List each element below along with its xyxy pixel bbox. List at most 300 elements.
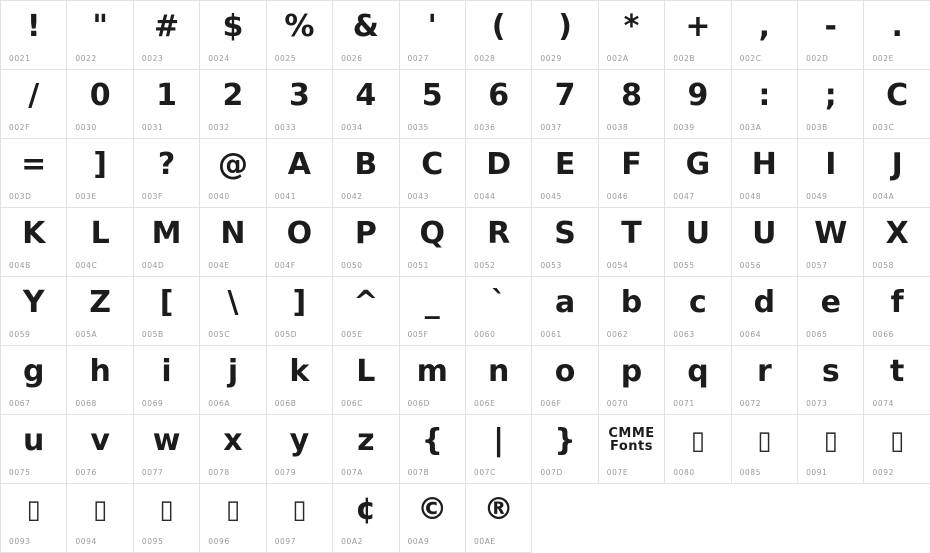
glyph-sample: a <box>554 285 576 320</box>
glyph-cell[interactable] <box>267 484 333 553</box>
glyph-sample: ] <box>292 285 307 320</box>
glyph-cell[interactable] <box>466 208 532 277</box>
glyph-cell[interactable] <box>400 346 466 415</box>
glyph-sample: U <box>752 216 777 251</box>
glyph-unicode-code: 0062 <box>606 330 629 339</box>
glyph-sample: z <box>357 423 375 458</box>
glyph-cell[interactable] <box>67 208 133 277</box>
glyph-sample: U <box>685 216 711 251</box>
glyph-unicode-code: 0078 <box>208 468 230 477</box>
glyph-unicode-code: 0064 <box>739 330 762 339</box>
glyph-sample: N <box>220 216 246 251</box>
glyph-cell[interactable] <box>599 277 665 346</box>
glyph-cell[interactable] <box>466 346 532 415</box>
glyph-cell[interactable] <box>1 346 67 415</box>
glyph-sample: : <box>758 78 771 113</box>
glyph-unicode-code: 004C <box>75 261 98 270</box>
glyph-sample: Y <box>22 285 45 320</box>
glyph-cell[interactable] <box>67 1 133 70</box>
glyph-sample: r <box>756 354 772 389</box>
glyph-sample: ▯ <box>757 426 772 456</box>
glyph-unicode-code: 0025 <box>274 54 297 63</box>
glyph-sample: W <box>814 216 848 251</box>
glyph-cell[interactable] <box>532 1 598 70</box>
glyph-sample: $ <box>222 9 244 44</box>
glyph-cell[interactable] <box>1 208 67 277</box>
glyph-cell[interactable] <box>864 139 930 208</box>
glyph-unicode-code: 0059 <box>9 330 31 339</box>
glyph-cell[interactable] <box>200 415 266 484</box>
glyph-sample: D <box>486 147 512 182</box>
glyph-unicode-code: 0036 <box>473 123 496 132</box>
glyph-cell[interactable] <box>267 208 333 277</box>
glyph-sample: M <box>151 216 182 251</box>
glyph-cell-empty <box>665 484 731 553</box>
glyph-sample: F <box>621 147 642 182</box>
glyph-cell[interactable] <box>333 70 399 139</box>
glyph-cell[interactable] <box>200 346 266 415</box>
glyph-sample: g <box>22 354 45 389</box>
glyph-sample: 5 <box>421 78 443 113</box>
glyph-sample: , <box>758 9 771 44</box>
glyph-sample: + <box>685 9 711 44</box>
glyph-cell[interactable] <box>134 277 200 346</box>
glyph-unicode-code: 005B <box>141 330 164 339</box>
glyph-unicode-code: 0093 <box>9 537 31 546</box>
glyph-cell[interactable] <box>400 139 466 208</box>
glyph-sample: L <box>356 354 376 389</box>
glyph-cell[interactable] <box>267 1 333 70</box>
glyph-sample: ▯ <box>890 426 905 456</box>
glyph-sample: . <box>891 9 903 44</box>
glyph-unicode-code: 003C <box>872 123 895 132</box>
glyph-cell[interactable] <box>798 1 864 70</box>
glyph-sample: S <box>554 216 576 251</box>
glyph-unicode-code: 007E <box>606 468 629 477</box>
glyph-sample: & <box>352 9 379 44</box>
glyph-sample: i <box>161 354 172 389</box>
glyph-cell[interactable] <box>665 1 731 70</box>
glyph-cell[interactable] <box>732 346 798 415</box>
glyph-unicode-code: 006C <box>341 399 364 408</box>
glyph-sample: u <box>23 423 45 458</box>
glyph-cell[interactable] <box>134 1 200 70</box>
glyph-unicode-code: 006F <box>540 399 562 408</box>
glyph-unicode-code: 00AE <box>473 537 496 546</box>
glyph-unicode-code: 0037 <box>540 123 562 132</box>
glyph-sample: h <box>89 354 111 389</box>
glyph-unicode-code: 0029 <box>540 54 562 63</box>
glyph-sample: ^ <box>353 285 379 320</box>
glyph-unicode-code: 0044 <box>473 192 496 201</box>
glyph-sample: o <box>554 354 576 389</box>
glyph-cell[interactable] <box>599 1 665 70</box>
glyph-cell[interactable] <box>1 415 67 484</box>
glyph-sample: s <box>821 354 840 389</box>
glyph-unicode-code: 002F <box>9 123 31 132</box>
glyph-unicode-code: 005A <box>75 330 98 339</box>
glyph-unicode-code: 007B <box>407 468 430 477</box>
glyph-sample: % <box>284 9 315 44</box>
glyph-sample: t <box>890 354 905 389</box>
glyph-sample: G <box>685 147 711 182</box>
glyph-cell[interactable] <box>665 208 731 277</box>
glyph-cell[interactable] <box>134 208 200 277</box>
glyph-sample: ▯ <box>159 495 174 525</box>
glyph-cell[interactable] <box>532 139 598 208</box>
glyph-sample: j <box>227 354 239 389</box>
glyph-sample: 0 <box>89 78 111 113</box>
glyph-unicode-code: 0033 <box>274 123 297 132</box>
glyph-sample: C <box>421 147 444 182</box>
glyph-cell[interactable] <box>466 415 532 484</box>
glyph-sample: X <box>885 216 909 251</box>
glyph-sample: v <box>90 423 110 458</box>
glyph-unicode-code: 0080 <box>673 468 695 477</box>
glyph-cell[interactable] <box>400 484 466 553</box>
glyph-unicode-code: 003D <box>9 192 32 201</box>
glyph-sample: ! <box>26 9 41 44</box>
glyph-cell[interactable] <box>400 1 466 70</box>
glyph-unicode-code: 0031 <box>141 123 164 132</box>
glyph-sample: T <box>621 216 642 251</box>
glyph-sample: 4 <box>355 78 377 113</box>
glyph-cell[interactable] <box>400 70 466 139</box>
glyph-cell[interactable] <box>732 70 798 139</box>
glyph-unicode-code: 003F <box>141 192 163 201</box>
glyph-sample: b <box>620 285 643 320</box>
glyph-sample: q <box>687 354 709 389</box>
glyph-unicode-code: 007A <box>341 468 363 477</box>
glyph-unicode-code: 0028 <box>473 54 496 63</box>
glyph-cell[interactable] <box>67 346 133 415</box>
glyph-cell[interactable] <box>532 346 598 415</box>
glyph-sample: © <box>417 492 448 527</box>
glyph-cell[interactable] <box>400 277 466 346</box>
glyph-unicode-code: 0095 <box>141 537 164 546</box>
glyph-unicode-code: 006E <box>473 399 496 408</box>
glyph-cell[interactable] <box>1 139 67 208</box>
glyph-unicode-code: 002E <box>872 54 894 63</box>
glyph-cell[interactable] <box>134 139 200 208</box>
glyph-sample: L <box>90 216 110 251</box>
glyph-sample: c <box>689 285 707 320</box>
glyph-cell[interactable] <box>67 70 133 139</box>
glyph-cell[interactable] <box>864 208 930 277</box>
glyph-sample: ] <box>93 147 107 182</box>
glyph-cell[interactable] <box>400 208 466 277</box>
glyph-cell-empty <box>532 484 598 553</box>
glyph-unicode-code: 0042 <box>341 192 363 201</box>
glyph-cell[interactable] <box>665 277 731 346</box>
glyph-cell-empty <box>599 484 665 553</box>
glyph-cell[interactable] <box>532 277 598 346</box>
glyph-unicode-code: 006D <box>407 399 431 408</box>
glyph-cell[interactable] <box>599 415 665 484</box>
glyph-unicode-code: 0052 <box>473 261 496 270</box>
glyph-sample: P <box>354 216 377 251</box>
glyph-cell[interactable] <box>532 70 598 139</box>
glyph-unicode-code: 0076 <box>75 468 97 477</box>
glyph-unicode-code: 0075 <box>9 468 31 477</box>
glyph-unicode-code: 0026 <box>341 54 363 63</box>
glyph-cell[interactable] <box>134 70 200 139</box>
glyph-unicode-code: 0073 <box>806 399 828 408</box>
glyph-sample: ▯ <box>292 495 307 525</box>
glyph-unicode-code: 002D <box>806 54 829 63</box>
glyph-cell[interactable] <box>665 70 731 139</box>
glyph-cell[interactable] <box>134 484 200 553</box>
glyph-cell[interactable] <box>333 415 399 484</box>
glyph-sample: [ <box>159 285 174 320</box>
glyph-unicode-code: 0077 <box>141 468 164 477</box>
glyph-cell[interactable] <box>798 346 864 415</box>
glyph-sample: K <box>22 216 46 251</box>
glyph-cell[interactable] <box>665 139 731 208</box>
glyph-cell[interactable] <box>466 1 532 70</box>
glyph-cell[interactable] <box>732 208 798 277</box>
glyph-sample: " <box>92 9 108 44</box>
glyph-sample: R <box>487 216 511 251</box>
glyph-sample: B <box>354 147 378 182</box>
glyph-sample: 1 <box>156 78 177 113</box>
glyph-unicode-code: 0071 <box>673 399 695 408</box>
glyph-unicode-code: 0067 <box>9 399 31 408</box>
glyph-unicode-code: 0069 <box>141 399 164 408</box>
glyph-cell[interactable] <box>134 415 200 484</box>
glyph-unicode-code: 002C <box>739 54 762 63</box>
glyph-unicode-code: 0057 <box>806 261 828 270</box>
glyph-cell[interactable] <box>1 70 67 139</box>
glyph-sample: 6 <box>488 78 510 113</box>
glyph-cell[interactable] <box>864 1 930 70</box>
glyph-unicode-code: 0022 <box>75 54 97 63</box>
glyph-cell[interactable] <box>732 1 798 70</box>
glyph-unicode-code: 007D <box>540 468 563 477</box>
glyph-sample: C <box>886 78 909 113</box>
glyph-cell[interactable] <box>532 208 598 277</box>
glyph-unicode-code: 0060 <box>473 330 496 339</box>
glyph-cell[interactable] <box>267 277 333 346</box>
glyph-sample: k <box>289 354 310 389</box>
glyph-sample: Q <box>419 216 445 251</box>
glyph-unicode-code: 0053 <box>540 261 562 270</box>
glyph-cell[interactable] <box>267 415 333 484</box>
glyph-unicode-code: 005C <box>208 330 231 339</box>
glyph-cell[interactable] <box>599 208 665 277</box>
glyph-sample: 9 <box>687 78 709 113</box>
glyph-unicode-code: 0049 <box>806 192 828 201</box>
glyph-unicode-code: 005D <box>274 330 298 339</box>
glyph-cell[interactable] <box>333 346 399 415</box>
glyph-unicode-code: 0055 <box>673 261 695 270</box>
glyph-cell[interactable] <box>798 70 864 139</box>
glyph-cell[interactable] <box>333 208 399 277</box>
glyph-unicode-code: 0092 <box>872 468 894 477</box>
glyph-sample: m <box>416 354 448 389</box>
glyph-sample: f <box>890 285 904 320</box>
glyph-sample: A <box>287 147 311 182</box>
glyph-sample: } <box>554 423 576 458</box>
glyph-cell[interactable] <box>732 277 798 346</box>
glyph-unicode-code: 004E <box>208 261 230 270</box>
glyph-unicode-code: 002B <box>673 54 696 63</box>
glyph-cell[interactable] <box>134 346 200 415</box>
glyph-cell[interactable] <box>864 346 930 415</box>
glyph-cell[interactable] <box>466 70 532 139</box>
glyph-cell[interactable] <box>665 415 731 484</box>
glyph-unicode-code: 0034 <box>341 123 363 132</box>
glyph-sample: @ <box>217 147 248 182</box>
glyph-unicode-code: 006A <box>208 399 231 408</box>
glyph-sample: ▯ <box>690 426 706 456</box>
glyph-sample: I <box>825 147 837 182</box>
glyph-sample: * <box>623 9 640 44</box>
glyph-unicode-code: 0070 <box>606 399 629 408</box>
glyph-cell[interactable] <box>200 484 266 553</box>
glyph-unicode-code: 0043 <box>407 192 430 201</box>
glyph-unicode-code: 004B <box>9 261 31 270</box>
glyph-cell[interactable] <box>67 277 133 346</box>
glyph-cell[interactable] <box>732 139 798 208</box>
glyph-cell[interactable] <box>864 277 930 346</box>
glyph-sample: ▯ <box>26 495 41 525</box>
glyph-cell-empty <box>732 484 798 553</box>
glyph-sample: ¢ <box>355 492 377 527</box>
glyph-cell[interactable] <box>532 415 598 484</box>
glyph-sample: | <box>493 423 505 458</box>
glyph-cell[interactable] <box>200 277 266 346</box>
glyph-cell[interactable] <box>732 415 798 484</box>
glyph-cell[interactable] <box>200 208 266 277</box>
glyph-sample: CMME Fonts <box>608 426 655 454</box>
glyph-unicode-code: 0050 <box>341 261 363 270</box>
glyph-unicode-code: 0038 <box>606 123 629 132</box>
glyph-unicode-code: 0024 <box>208 54 230 63</box>
glyph-unicode-code: 0041 <box>274 192 297 201</box>
glyph-sample: ' <box>427 9 437 44</box>
glyph-cell[interactable] <box>466 484 532 553</box>
glyph-sample: ? <box>157 147 176 182</box>
glyph-cell[interactable] <box>599 139 665 208</box>
glyph-sample: ) <box>558 9 572 44</box>
glyph-cell[interactable] <box>864 415 930 484</box>
glyph-cell[interactable] <box>466 139 532 208</box>
glyph-unicode-code: 0097 <box>274 537 297 546</box>
glyph-unicode-code: 0054 <box>606 261 629 270</box>
glyph-unicode-code: 0051 <box>407 261 430 270</box>
glyph-unicode-code: 0074 <box>872 399 894 408</box>
glyph-sample: x <box>223 423 243 458</box>
glyph-cell[interactable] <box>1 1 67 70</box>
glyph-cell[interactable] <box>1 277 67 346</box>
glyph-sample: - <box>824 9 837 44</box>
glyph-cell[interactable] <box>798 208 864 277</box>
glyph-sample: H <box>751 147 777 182</box>
glyph-unicode-code: 006B <box>274 399 297 408</box>
glyph-sample: ` <box>491 285 507 320</box>
glyph-cell[interactable] <box>400 415 466 484</box>
glyph-unicode-code: 004F <box>274 261 296 270</box>
glyph-cell[interactable] <box>864 70 930 139</box>
glyph-unicode-code: 0058 <box>872 261 894 270</box>
glyph-unicode-code: 0030 <box>75 123 97 132</box>
glyph-sample: Z <box>89 285 112 320</box>
glyph-unicode-code: 0039 <box>673 123 695 132</box>
glyph-cell[interactable] <box>67 139 133 208</box>
glyph-sample: w <box>152 423 181 458</box>
glyph-unicode-code: 0085 <box>739 468 762 477</box>
glyph-sample: ▯ <box>823 426 838 456</box>
glyph-sample: p <box>620 354 643 389</box>
glyph-unicode-code: 00A2 <box>341 537 363 546</box>
glyph-sample: ; <box>824 78 837 113</box>
glyph-sample: 7 <box>554 78 576 113</box>
glyph-cell[interactable] <box>333 277 399 346</box>
glyph-unicode-code: 0032 <box>208 123 230 132</box>
glyph-cell[interactable] <box>333 1 399 70</box>
glyph-sample: ▯ <box>225 495 241 525</box>
glyph-unicode-code: 0096 <box>208 537 230 546</box>
glyph-cell[interactable] <box>798 277 864 346</box>
glyph-unicode-code: 0046 <box>606 192 629 201</box>
glyph-cell[interactable] <box>267 139 333 208</box>
glyph-cell[interactable] <box>333 139 399 208</box>
glyph-sample: / <box>28 78 40 113</box>
glyph-cell[interactable] <box>200 1 266 70</box>
glyph-unicode-code: 0079 <box>274 468 297 477</box>
glyph-cell-empty <box>864 484 930 553</box>
glyph-sample: O <box>286 216 313 251</box>
glyph-sample: 2 <box>222 78 244 113</box>
glyph-unicode-code: 0072 <box>739 399 762 408</box>
glyph-sample: e <box>820 285 841 320</box>
glyph-cell[interactable] <box>333 484 399 553</box>
glyph-cell[interactable] <box>599 346 665 415</box>
glyph-unicode-code: 0045 <box>540 192 562 201</box>
glyph-unicode-code: 0048 <box>739 192 762 201</box>
glyph-cell[interactable] <box>267 70 333 139</box>
glyph-cell[interactable] <box>665 346 731 415</box>
glyph-unicode-code: 0023 <box>141 54 164 63</box>
glyph-sample: 8 <box>621 78 642 113</box>
glyph-sample: { <box>421 423 443 458</box>
glyph-cell[interactable] <box>200 139 266 208</box>
glyph-cell[interactable] <box>798 415 864 484</box>
glyph-cell[interactable] <box>200 70 266 139</box>
glyph-cell[interactable] <box>267 346 333 415</box>
glyph-cell[interactable] <box>67 484 133 553</box>
glyph-unicode-code: 003E <box>75 192 97 201</box>
glyph-sample: J <box>891 147 903 182</box>
glyph-cell-empty <box>798 484 864 553</box>
glyph-unicode-code: 0047 <box>673 192 695 201</box>
glyph-sample: _ <box>424 285 440 320</box>
glyph-unicode-code: 004A <box>872 192 895 201</box>
glyph-unicode-code: 0040 <box>208 192 230 201</box>
glyph-cell[interactable] <box>798 139 864 208</box>
glyph-unicode-code: 0065 <box>806 330 828 339</box>
glyph-cell[interactable] <box>1 484 67 553</box>
glyph-unicode-code: 0061 <box>540 330 562 339</box>
glyph-cell[interactable] <box>599 70 665 139</box>
glyph-sample: \ <box>227 285 239 320</box>
glyph-cell[interactable] <box>466 277 532 346</box>
glyph-cell[interactable] <box>67 415 133 484</box>
glyph-unicode-code: 0056 <box>739 261 762 270</box>
glyph-sample: E <box>554 147 576 182</box>
glyph-sample: y <box>289 423 310 458</box>
